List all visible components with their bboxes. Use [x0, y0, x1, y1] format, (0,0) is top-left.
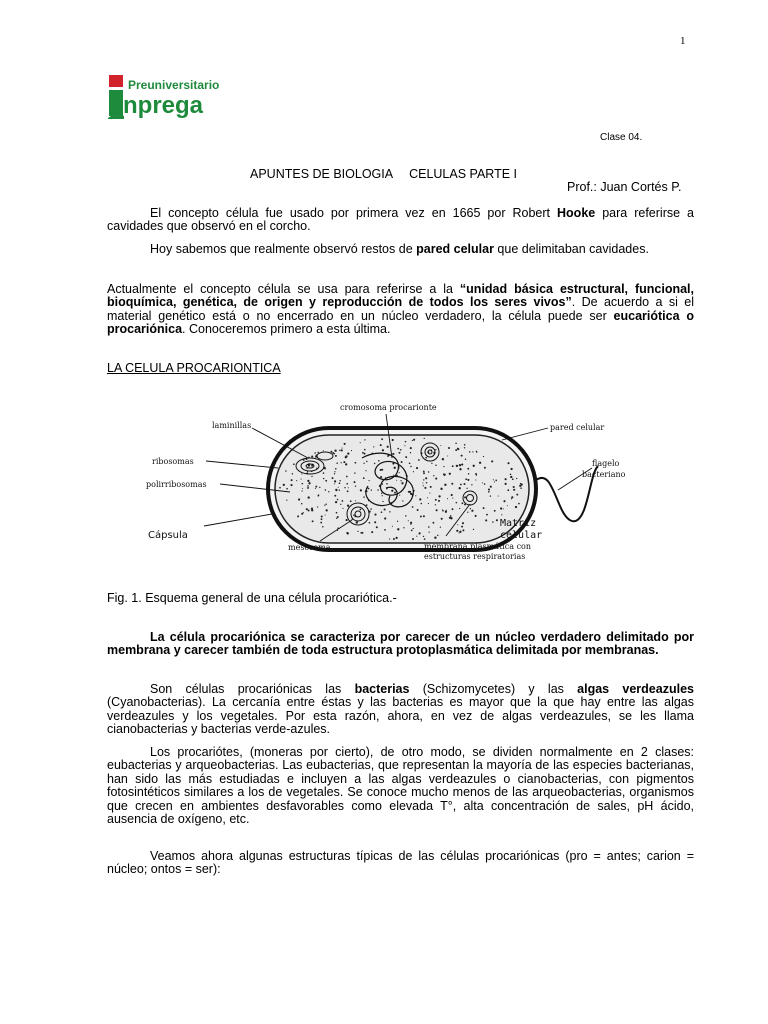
paragraph-pared: Hoy sabemos que realmente observó restos de pared celular que delimitaban cavidades. [150, 242, 649, 256]
label-flagelo-1: flagelo [592, 459, 620, 468]
paragraph-definicion: Actualmente el concepto célula se usa para referirse a la “unidad básica estructural, funcional, bioquímica, genética, de origen y reproducción de todos los seres vivos”. De acuerdo a si el material genético está o no encerrado en un núcleo verdadero, la célula puede ser eucariótica o procariónica. Conoceremos primero a esta última. [107, 282, 695, 337]
paragraph-bacterias: Son células procariónicas las bacterias (Schizomycetes) y las algas verdeazules (Cyanobacterias). La cercanía entre éstas y las bacterias es mayor que la que hay entre las algas verdeazules y los vegetales. Por esta razón, ahora, en vez de algas verdeazules, se les llama cianobacterias y bacterias verde-azules. [107, 682, 694, 737]
title-subject: APUNTES DE BIOLOGIA [250, 167, 394, 181]
label-laminillas: laminillas [212, 421, 252, 430]
logo-green-stem [109, 90, 123, 116]
page-number: 1 [680, 35, 686, 47]
logo-red-block [109, 75, 123, 87]
figure-caption: Fig. 1. Esquema general de una célula procariótica.- [107, 591, 397, 605]
label-ribosomas: ribosomas [152, 457, 194, 466]
paragraph-procariotes: Los procariótes, (moneras por cierto), de otro modo, se dividen normalmente en 2 clases: eubacterias y arqueobacterias. Las eubacterias, que representan la mayoría de las especies bacterianas, han sido las más estudiadas e incluyen a las algas verdeazules o cianobacterias, con pigmentos fotosintéticos similares a los de vegetales. Se conoce mucho menos de las arqueobacterias, organismos que crecen en ambientes desfavorables como elevada T°, alta concentración de sales, pH ácido, ausencia de oxígeno, etc. [107, 745, 694, 827]
label-flagelo-2: bacteriano [582, 470, 626, 479]
label-matriz-2: celular [500, 530, 543, 541]
logo-line2: nprega [123, 92, 204, 119]
logo-line1: Preuniversitario [128, 78, 220, 92]
label-pared: pared celular [550, 423, 605, 432]
paragraph-estructuras: Veamos ahora algunas estructuras típicas de las células procariónicas (pro = antes; carion = núcleo; ontos = ser): [107, 849, 694, 877]
label-membrana-1: membrana plasmática con [424, 542, 532, 551]
paragraph-hooke: El concepto célula fue usado por primera vez en 1665 por Robert Hooke para referirse a cavidades que observó en el corcho. [107, 206, 695, 234]
prokaryotic-cell-diagram [140, 398, 642, 570]
institution-logo [108, 72, 220, 120]
class-number: Clase 04. [600, 132, 643, 143]
professor-name: Prof.: Juan Cortés P. [567, 180, 682, 194]
label-capsula: Cápsula [148, 530, 188, 541]
cell-body [268, 428, 536, 550]
document-title [250, 167, 517, 181]
label-polirribosomas: polirribosomas [146, 480, 207, 489]
label-membrana-2: estructuras respiratorias [424, 552, 526, 561]
title-topic: CELULAS PARTE I [409, 167, 518, 181]
label-matriz-1: Matriz [500, 518, 537, 529]
paragraph-caracteriza: La célula procariónica se caracteriza por carecer de un núcleo verdadero delimitado por membrana y carecer también de toda estructura protoplasmática delimitada por membranas. [107, 630, 694, 658]
label-mesosoma: mesosoma [288, 543, 331, 552]
label-cromosoma: cromosoma procarionte [340, 403, 437, 412]
section-title: LA CELULA PROCARIONTICA [107, 361, 281, 375]
